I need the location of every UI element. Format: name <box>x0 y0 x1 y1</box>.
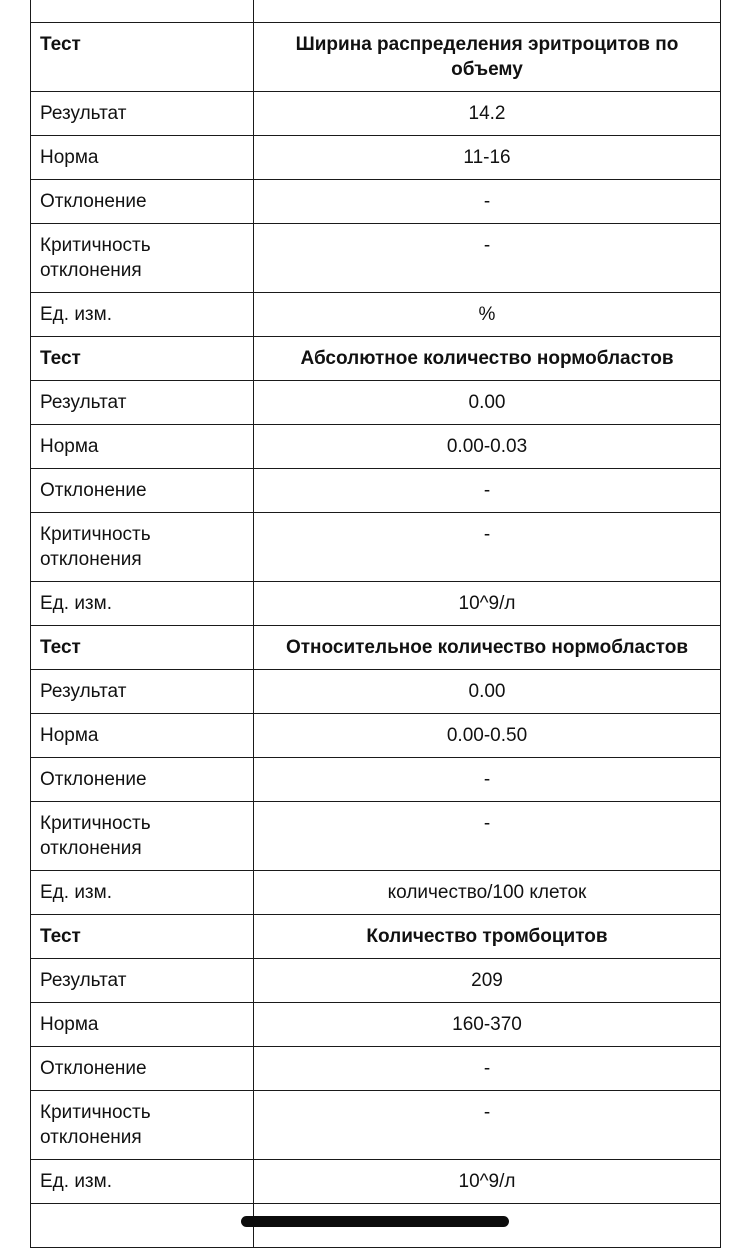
norm-label: Норма <box>31 136 254 180</box>
table-row <box>31 0 721 23</box>
norm-value: 0.00-0.03 <box>254 425 721 469</box>
criticality-label: Критичность отклонения <box>31 224 254 293</box>
test-header-row <box>31 915 721 959</box>
table-cell <box>31 1204 254 1248</box>
unit-value: % <box>254 293 721 337</box>
result-value: 0.00 <box>254 381 721 425</box>
criticality-label: Критичность отклонения <box>31 802 254 871</box>
unit-value: количество/100 клеток <box>254 871 721 915</box>
test-name: Абсолютное количество нормобластов <box>254 337 721 381</box>
result-value: 0.00 <box>254 670 721 714</box>
criticality-row <box>31 224 721 293</box>
table-cell <box>31 0 254 23</box>
criticality-value: - <box>254 513 721 582</box>
test-header-row <box>31 337 721 381</box>
criticality-row <box>31 513 721 582</box>
result-row <box>31 959 721 1003</box>
test-header-row <box>31 23 721 92</box>
unit-label: Ед. изм. <box>31 293 254 337</box>
criticality-row <box>31 1091 721 1160</box>
unit-row <box>31 582 721 626</box>
deviation-label: Отклонение <box>31 758 254 802</box>
result-row <box>31 381 721 425</box>
result-label: Результат <box>31 959 254 1003</box>
home-indicator[interactable] <box>241 1216 509 1227</box>
unit-label: Ед. изм. <box>31 582 254 626</box>
result-value: 14.2 <box>254 92 721 136</box>
deviation-row <box>31 1047 721 1091</box>
test-label: Тест <box>31 915 254 959</box>
deviation-row <box>31 180 721 224</box>
norm-value: 11-16 <box>254 136 721 180</box>
deviation-value: - <box>254 469 721 513</box>
result-row <box>31 92 721 136</box>
norm-label: Норма <box>31 425 254 469</box>
unit-label: Ед. изм. <box>31 871 254 915</box>
criticality-label: Критичность отклонения <box>31 1091 254 1160</box>
test-header-row <box>31 626 721 670</box>
norm-row <box>31 714 721 758</box>
result-label: Результат <box>31 381 254 425</box>
norm-label: Норма <box>31 1003 254 1047</box>
deviation-label: Отклонение <box>31 180 254 224</box>
norm-row <box>31 425 721 469</box>
norm-row <box>31 136 721 180</box>
norm-label: Норма <box>31 714 254 758</box>
criticality-value: - <box>254 1091 721 1160</box>
deviation-label: Отклонение <box>31 1047 254 1091</box>
criticality-value: - <box>254 802 721 871</box>
deviation-value: - <box>254 758 721 802</box>
table-cell <box>254 0 721 23</box>
criticality-row <box>31 802 721 871</box>
result-label: Результат <box>31 92 254 136</box>
norm-row <box>31 1003 721 1047</box>
test-name: Количество тромбоцитов <box>254 915 721 959</box>
unit-label: Ед. изм. <box>31 1160 254 1204</box>
unit-value: 10^9/л <box>254 582 721 626</box>
unit-row <box>31 1160 721 1204</box>
test-label: Тест <box>31 626 254 670</box>
unit-row <box>31 871 721 915</box>
unit-row <box>31 293 721 337</box>
norm-value: 0.00-0.50 <box>254 714 721 758</box>
test-name: Ширина распределения эритроцитов по объему <box>254 23 721 92</box>
test-label: Тест <box>31 23 254 92</box>
deviation-value: - <box>254 1047 721 1091</box>
unit-value: 10^9/л <box>254 1160 721 1204</box>
result-label: Результат <box>31 670 254 714</box>
criticality-label: Критичность отклонения <box>31 513 254 582</box>
deviation-row <box>31 469 721 513</box>
deviation-value: - <box>254 180 721 224</box>
criticality-value: - <box>254 224 721 293</box>
deviation-label: Отклонение <box>31 469 254 513</box>
norm-value: 160-370 <box>254 1003 721 1047</box>
test-name: Относительное количество нормобластов <box>254 626 721 670</box>
deviation-row <box>31 758 721 802</box>
result-row <box>31 670 721 714</box>
test-label: Тест <box>31 337 254 381</box>
result-value: 209 <box>254 959 721 1003</box>
lab-results-table <box>30 0 721 1248</box>
